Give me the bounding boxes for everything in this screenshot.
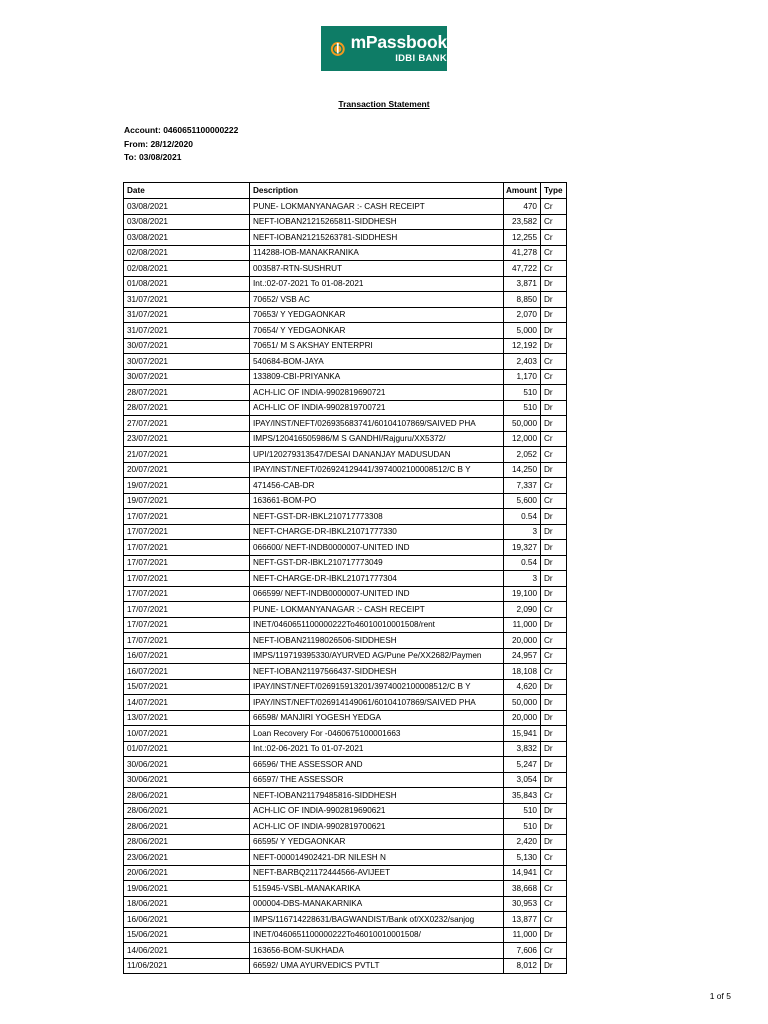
cell-description: IPAY/INST/NEFT/026924129441/3974002100008512/C B Y — [250, 462, 504, 478]
cell-description: ACH-LIC OF INDIA-9902819690721 — [250, 385, 504, 401]
statement-title: Transaction Statement — [338, 99, 430, 109]
table-row — [124, 245, 567, 261]
cell-amount: 41,278 — [504, 245, 541, 261]
table-row — [124, 369, 567, 385]
cell-date: 02/08/2021 — [124, 261, 250, 277]
cell-date: 03/08/2021 — [124, 199, 250, 215]
cell-type: Cr — [541, 633, 567, 649]
cell-date: 28/06/2021 — [124, 819, 250, 835]
cell-date: 28/06/2021 — [124, 803, 250, 819]
table-row — [124, 261, 567, 277]
cell-amount: 3 — [504, 571, 541, 587]
cell-description: NEFT-IOBAN21215263781-SIDDHESH — [250, 230, 504, 246]
cell-type: Dr — [541, 679, 567, 695]
cell-amount: 3 — [504, 524, 541, 540]
cell-type: Dr — [541, 276, 567, 292]
cell-description: 515945-VSBL-MANAKARIKA — [250, 881, 504, 897]
cell-description: ACH-LIC OF INDIA-9902819700721 — [250, 400, 504, 416]
cell-description: 66596/ THE ASSESSOR AND — [250, 757, 504, 773]
cell-amount: 510 — [504, 400, 541, 416]
table-row — [124, 943, 567, 959]
cell-type: Dr — [541, 695, 567, 711]
cell-amount: 7,337 — [504, 478, 541, 494]
cell-type: Dr — [541, 385, 567, 401]
cell-type: Dr — [541, 958, 567, 974]
cell-description: IPAY/INST/NEFT/026935683741/60104107869/SAIVED PHA — [250, 416, 504, 432]
cell-type: Cr — [541, 199, 567, 215]
cell-date: 28/07/2021 — [124, 400, 250, 416]
cell-type: Dr — [541, 710, 567, 726]
cell-amount: 11,000 — [504, 927, 541, 943]
from-date: From: 28/12/2020 — [124, 138, 193, 149]
cell-description: NEFT-CHARGE-DR-IBKL21071777304 — [250, 571, 504, 587]
cell-date: 27/07/2021 — [124, 416, 250, 432]
transaction-rows — [124, 199, 567, 974]
cell-amount: 23,582 — [504, 214, 541, 230]
cell-date: 11/06/2021 — [124, 958, 250, 974]
cell-date: 03/08/2021 — [124, 230, 250, 246]
cell-type: Cr — [541, 788, 567, 804]
cell-description: UPI/120279313547/DESAI DANANJAY MADUSUDAN — [250, 447, 504, 463]
cell-type: Dr — [541, 586, 567, 602]
cell-date: 15/06/2021 — [124, 927, 250, 943]
cell-description: 066600/ NEFT-INDB0000007-UNITED IND — [250, 540, 504, 556]
table-row — [124, 323, 567, 339]
cell-description: 540684-BOM-JAYA — [250, 354, 504, 370]
cell-amount: 510 — [504, 803, 541, 819]
cell-description: NEFT-GST-DR-IBKL210717773308 — [250, 509, 504, 525]
table-row — [124, 354, 567, 370]
cell-date: 19/06/2021 — [124, 881, 250, 897]
table-row — [124, 741, 567, 757]
cell-description: 114288-IOB-MANAKRANIKA — [250, 245, 504, 261]
cell-description: 66595/ Y YEDGAONKAR — [250, 834, 504, 850]
cell-amount: 8,850 — [504, 292, 541, 308]
cell-amount: 2,052 — [504, 447, 541, 463]
cell-type: Cr — [541, 896, 567, 912]
cell-date: 17/07/2021 — [124, 602, 250, 618]
cell-type: Dr — [541, 462, 567, 478]
cell-date: 28/06/2021 — [124, 834, 250, 850]
cell-type: Cr — [541, 261, 567, 277]
cell-date: 19/07/2021 — [124, 493, 250, 509]
header-amount: Amount — [504, 183, 541, 199]
cell-amount: 12,192 — [504, 338, 541, 354]
cell-description: 70652/ VSB AC — [250, 292, 504, 308]
table-row — [124, 493, 567, 509]
cell-description: NEFT-CHARGE-DR-IBKL21071777330 — [250, 524, 504, 540]
cell-amount: 2,403 — [504, 354, 541, 370]
cell-date: 30/06/2021 — [124, 772, 250, 788]
cell-type: Dr — [541, 772, 567, 788]
cell-date: 01/07/2021 — [124, 741, 250, 757]
cell-description: IMPS/120416505986/M S GANDHI/Rajguru/XX5372/ — [250, 431, 504, 447]
cell-date: 16/07/2021 — [124, 648, 250, 664]
cell-date: 01/08/2021 — [124, 276, 250, 292]
cell-description: 66592/ UMA AYURVEDICS PVTLT — [250, 958, 504, 974]
table-row — [124, 772, 567, 788]
cell-description: NEFT-IOBAN21215265811-SIDDHESH — [250, 214, 504, 230]
brand-subtitle: IDBI BANK — [395, 52, 447, 64]
table-row — [124, 524, 567, 540]
table-row — [124, 710, 567, 726]
cell-amount: 3,871 — [504, 276, 541, 292]
cell-type: Dr — [541, 555, 567, 571]
cell-description: IMPS/119719395330/AYURVED AG/Pune Pe/XX2682/Paymen — [250, 648, 504, 664]
table-row — [124, 199, 567, 215]
cell-type: Dr — [541, 819, 567, 835]
cell-description: 70654/ Y YEDGAONKAR — [250, 323, 504, 339]
cell-amount: 510 — [504, 385, 541, 401]
cell-date: 23/07/2021 — [124, 431, 250, 447]
cell-date: 14/07/2021 — [124, 695, 250, 711]
cell-date: 17/07/2021 — [124, 586, 250, 602]
cell-date: 17/07/2021 — [124, 617, 250, 633]
cell-type: Dr — [541, 726, 567, 742]
cell-date: 14/06/2021 — [124, 943, 250, 959]
cell-date: 21/07/2021 — [124, 447, 250, 463]
cell-description: NEFT-IOBAN21198026506-SIDDHESH — [250, 633, 504, 649]
cell-date: 19/07/2021 — [124, 478, 250, 494]
table-row — [124, 385, 567, 401]
table-row — [124, 958, 567, 974]
cell-description: NEFT-BARBQ21172444566-AVIJEET — [250, 865, 504, 881]
table-row — [124, 555, 567, 571]
cell-description: ACH-LIC OF INDIA-9902819690621 — [250, 803, 504, 819]
table-row — [124, 881, 567, 897]
cell-amount: 5,000 — [504, 323, 541, 339]
cell-type: Dr — [541, 741, 567, 757]
cell-description: INET/0460651100000222To46010010001508/ — [250, 927, 504, 943]
cell-amount: 15,941 — [504, 726, 541, 742]
cell-date: 30/07/2021 — [124, 354, 250, 370]
mpassbook-logo — [321, 26, 447, 71]
cell-type: Cr — [541, 664, 567, 680]
table-row — [124, 602, 567, 618]
table-row — [124, 292, 567, 308]
cell-date: 10/07/2021 — [124, 726, 250, 742]
cell-description: 70651/ M S AKSHAY ENTERPRI — [250, 338, 504, 354]
cell-amount: 5,600 — [504, 493, 541, 509]
cell-amount: 5,130 — [504, 850, 541, 866]
cell-date: 17/07/2021 — [124, 633, 250, 649]
cell-amount: 7,606 — [504, 943, 541, 959]
cell-amount: 3,832 — [504, 741, 541, 757]
account-number: Account: 0460651100000222 — [124, 125, 239, 135]
cell-date: 16/07/2021 — [124, 664, 250, 680]
cell-description: PUNE- LOKMANYANAGAR :- CASH RECEIPT — [250, 199, 504, 215]
table-header-row — [124, 183, 567, 199]
table-row — [124, 447, 567, 463]
idbi-bank-logo-icon — [330, 35, 346, 63]
cell-amount: 35,843 — [504, 788, 541, 804]
table-row — [124, 586, 567, 602]
cell-description: NEFT-000014902421-DR NILESH N — [250, 850, 504, 866]
cell-type: Cr — [541, 245, 567, 261]
cell-amount: 20,000 — [504, 710, 541, 726]
cell-amount: 4,620 — [504, 679, 541, 695]
cell-date: 16/06/2021 — [124, 912, 250, 928]
cell-description: 163656-BOM-SUKHADA — [250, 943, 504, 959]
table-row — [124, 540, 567, 556]
cell-amount: 24,957 — [504, 648, 541, 664]
cell-type: Dr — [541, 400, 567, 416]
cell-type: Cr — [541, 850, 567, 866]
table-row — [124, 788, 567, 804]
table-row — [124, 617, 567, 633]
table-row — [124, 462, 567, 478]
cell-amount: 19,100 — [504, 586, 541, 602]
cell-amount: 2,420 — [504, 834, 541, 850]
cell-description: IPAY/INST/NEFT/026914149061/60104107869/SAIVED PHA — [250, 695, 504, 711]
table-row — [124, 695, 567, 711]
table-row — [124, 850, 567, 866]
cell-type: Dr — [541, 292, 567, 308]
to-date: To: 03/08/2021 — [124, 152, 182, 163]
table-row — [124, 803, 567, 819]
cell-description: NEFT-IOBAN21197566437-SIDDHESH — [250, 664, 504, 680]
table-row — [124, 896, 567, 912]
cell-amount: 14,250 — [504, 462, 541, 478]
cell-description: NEFT-IOBAN21179485816-SIDDHESH — [250, 788, 504, 804]
cell-type: Cr — [541, 230, 567, 246]
table-row — [124, 416, 567, 432]
table-row — [124, 664, 567, 680]
cell-description: 066599/ NEFT-INDB0000007-UNITED IND — [250, 586, 504, 602]
table-row — [124, 400, 567, 416]
cell-description: 70653/ Y YEDGAONKAR — [250, 307, 504, 323]
brand-title: mPassbook — [350, 32, 447, 52]
cell-amount: 0.54 — [504, 509, 541, 525]
cell-amount: 14,941 — [504, 865, 541, 881]
cell-amount: 13,877 — [504, 912, 541, 928]
transaction-table — [123, 182, 567, 974]
cell-type: Dr — [541, 617, 567, 633]
table-row — [124, 276, 567, 292]
table-row — [124, 571, 567, 587]
statement-meta — [124, 124, 238, 165]
cell-type: Cr — [541, 493, 567, 509]
cell-description: 000004-DBS-MANAKARNIKA — [250, 896, 504, 912]
cell-date: 02/08/2021 — [124, 245, 250, 261]
table-row — [124, 509, 567, 525]
cell-date: 23/06/2021 — [124, 850, 250, 866]
table-row — [124, 865, 567, 881]
header-description: Description — [250, 183, 504, 199]
cell-type: Cr — [541, 354, 567, 370]
cell-type: Dr — [541, 540, 567, 556]
cell-date: 20/06/2021 — [124, 865, 250, 881]
cell-description: 66598/ MANJIRI YOGESH YEDGA — [250, 710, 504, 726]
cell-amount: 47,722 — [504, 261, 541, 277]
cell-amount: 30,953 — [504, 896, 541, 912]
cell-amount: 19,327 — [504, 540, 541, 556]
cell-description: INET/0460651100000222To46010010001508/rent — [250, 617, 504, 633]
cell-amount: 11,000 — [504, 617, 541, 633]
cell-amount: 0.54 — [504, 555, 541, 571]
cell-type: Cr — [541, 369, 567, 385]
cell-type: Dr — [541, 834, 567, 850]
table-row — [124, 648, 567, 664]
cell-type: Cr — [541, 648, 567, 664]
cell-amount: 18,108 — [504, 664, 541, 680]
cell-amount: 3,054 — [504, 772, 541, 788]
cell-type: Cr — [541, 431, 567, 447]
header-date: Date — [124, 183, 250, 199]
cell-type: Cr — [541, 881, 567, 897]
cell-type: Dr — [541, 571, 567, 587]
cell-amount: 510 — [504, 819, 541, 835]
cell-amount: 470 — [504, 199, 541, 215]
cell-description: 471456-CAB-DR — [250, 478, 504, 494]
cell-description: IMPS/116714228631/BAGWANDIST/Bank of/XX0232/sanjog — [250, 912, 504, 928]
table-row — [124, 834, 567, 850]
table-row — [124, 214, 567, 230]
header-type: Type — [541, 183, 567, 199]
table-row — [124, 679, 567, 695]
cell-date: 30/06/2021 — [124, 757, 250, 773]
cell-type: Dr — [541, 524, 567, 540]
cell-date: 31/07/2021 — [124, 307, 250, 323]
cell-type: Dr — [541, 338, 567, 354]
cell-date: 15/07/2021 — [124, 679, 250, 695]
cell-amount: 50,000 — [504, 695, 541, 711]
cell-amount: 1,170 — [504, 369, 541, 385]
table-row — [124, 757, 567, 773]
cell-description: ACH-LIC OF INDIA-9902819700621 — [250, 819, 504, 835]
cell-date: 17/07/2021 — [124, 509, 250, 525]
cell-type: Cr — [541, 447, 567, 463]
cell-type: Cr — [541, 602, 567, 618]
table-row — [124, 431, 567, 447]
cell-description: Int.:02-07-2021 To 01-08-2021 — [250, 276, 504, 292]
cell-description: NEFT-GST-DR-IBKL210717773049 — [250, 555, 504, 571]
table-row — [124, 927, 567, 943]
cell-date: 17/07/2021 — [124, 555, 250, 571]
cell-date: 17/07/2021 — [124, 571, 250, 587]
cell-description: IPAY/INST/NEFT/026915913201/3974002100008512/C B Y — [250, 679, 504, 695]
table-row — [124, 338, 567, 354]
cell-amount: 2,070 — [504, 307, 541, 323]
cell-date: 30/07/2021 — [124, 369, 250, 385]
table-row — [124, 819, 567, 835]
cell-date: 28/06/2021 — [124, 788, 250, 804]
table-row — [124, 912, 567, 928]
cell-date: 18/06/2021 — [124, 896, 250, 912]
cell-amount: 38,668 — [504, 881, 541, 897]
cell-description: 133809-CBI-PRIYANKA — [250, 369, 504, 385]
cell-description: Int.:02-06-2021 To 01-07-2021 — [250, 741, 504, 757]
cell-date: 20/07/2021 — [124, 462, 250, 478]
cell-type: Dr — [541, 509, 567, 525]
cell-type: Dr — [541, 416, 567, 432]
cell-type: Cr — [541, 478, 567, 494]
cell-type: Dr — [541, 927, 567, 943]
cell-amount: 5,247 — [504, 757, 541, 773]
table-row — [124, 307, 567, 323]
table-row — [124, 230, 567, 246]
cell-amount: 2,090 — [504, 602, 541, 618]
cell-amount: 20,000 — [504, 633, 541, 649]
cell-type: Cr — [541, 214, 567, 230]
cell-date: 28/07/2021 — [124, 385, 250, 401]
cell-type: Dr — [541, 803, 567, 819]
cell-date: 17/07/2021 — [124, 524, 250, 540]
cell-date: 30/07/2021 — [124, 338, 250, 354]
cell-description: PUNE- LOKMANYANAGAR :- CASH RECEIPT — [250, 602, 504, 618]
cell-type: Cr — [541, 912, 567, 928]
cell-amount: 8,012 — [504, 958, 541, 974]
cell-amount: 12,255 — [504, 230, 541, 246]
table-row — [124, 633, 567, 649]
cell-description: 66597/ THE ASSESSOR — [250, 772, 504, 788]
cell-date: 31/07/2021 — [124, 323, 250, 339]
table-row — [124, 478, 567, 494]
cell-type: Dr — [541, 323, 567, 339]
cell-description: Loan Recovery For -0460675100001663 — [250, 726, 504, 742]
table-row — [124, 726, 567, 742]
cell-description: 003587-RTN-SUSHRUT — [250, 261, 504, 277]
page-number: 1 of 5 — [709, 991, 731, 1001]
cell-description: 163661-BOM-PO — [250, 493, 504, 509]
cell-date: 13/07/2021 — [124, 710, 250, 726]
cell-type: Cr — [541, 943, 567, 959]
cell-type: Cr — [541, 865, 567, 881]
cell-type: Dr — [541, 307, 567, 323]
cell-amount: 50,000 — [504, 416, 541, 432]
cell-amount: 12,000 — [504, 431, 541, 447]
cell-date: 03/08/2021 — [124, 214, 250, 230]
cell-date: 17/07/2021 — [124, 540, 250, 556]
cell-date: 31/07/2021 — [124, 292, 250, 308]
cell-type: Dr — [541, 757, 567, 773]
